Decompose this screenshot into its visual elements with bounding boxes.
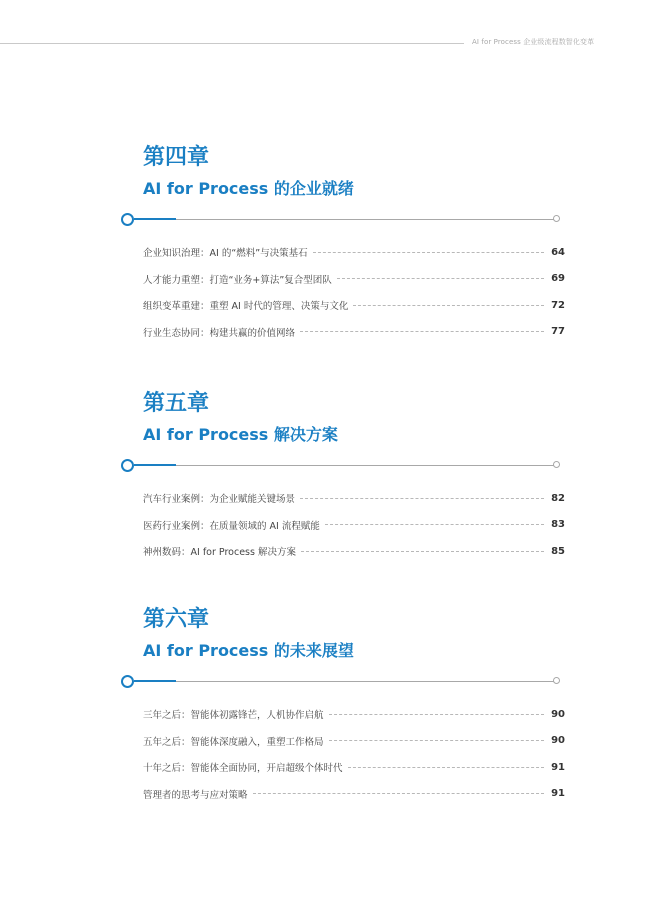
dot-leader bbox=[313, 252, 544, 253]
running-header: AI for Process 企业级流程数智化变革 bbox=[472, 38, 595, 46]
toc-entry-title: 十年之后：智能体全面协同，开启超级个体时代 bbox=[143, 763, 343, 775]
toc-entry[interactable] bbox=[143, 266, 565, 293]
toc-page-number: 64 bbox=[551, 246, 565, 258]
dot-leader bbox=[329, 714, 544, 715]
divider-end-circle-icon bbox=[553, 677, 560, 684]
dot-leader bbox=[301, 551, 544, 552]
chapter-title: 第六章 bbox=[143, 607, 210, 632]
chapter-title: 第四章 bbox=[143, 145, 210, 170]
toc-entry[interactable] bbox=[143, 754, 565, 781]
divider-circle-icon bbox=[121, 459, 134, 472]
dot-leader bbox=[300, 498, 544, 499]
toc-entry[interactable] bbox=[143, 781, 565, 808]
toc-page-number: 82 bbox=[551, 492, 565, 504]
toc-entry[interactable] bbox=[143, 538, 565, 565]
toc-entry[interactable] bbox=[143, 728, 565, 755]
dot-leader bbox=[325, 524, 544, 525]
toc-entry[interactable] bbox=[143, 485, 565, 512]
divider-circle-icon bbox=[121, 213, 134, 226]
divider-end-circle-icon bbox=[553, 215, 560, 222]
toc-entry-title: 医药行业案例：在质量领域的 AI 流程赋能 bbox=[143, 520, 320, 532]
toc-entry[interactable] bbox=[143, 512, 565, 539]
toc-entry-title: 汽车行业案例：为企业赋能关键场景 bbox=[143, 494, 296, 506]
toc-page-number: 83 bbox=[551, 519, 565, 531]
toc-page-number: 69 bbox=[551, 273, 565, 285]
dot-leader bbox=[353, 305, 544, 306]
toc-page-number: 72 bbox=[551, 299, 565, 311]
toc-page-number: 77 bbox=[551, 326, 565, 338]
toc-page-number: 91 bbox=[551, 761, 565, 773]
chapter-title: 第五章 bbox=[143, 391, 210, 416]
toc-entry[interactable] bbox=[143, 701, 565, 728]
toc-page-number: 90 bbox=[551, 708, 565, 720]
chapter-divider bbox=[121, 675, 541, 687]
toc-page-number: 85 bbox=[551, 545, 565, 557]
divider-end-circle-icon bbox=[553, 461, 560, 468]
chapter-4 bbox=[143, 145, 565, 345]
toc-entry-title: 五年之后：智能体深度融入，重塑工作格局 bbox=[143, 736, 324, 748]
chapter-divider bbox=[121, 213, 541, 225]
toc-entry-title: 神州数码：AI for Process 解决方案 bbox=[143, 547, 296, 559]
dot-leader bbox=[253, 793, 544, 794]
toc-page-number: 90 bbox=[551, 735, 565, 747]
toc-entry-title: 企业知识治理：AI 的“燃料”与决策基石 bbox=[143, 248, 308, 260]
toc-entry-title: 组织变革重建：重塑 AI 时代的管理、决策与文化 bbox=[143, 301, 349, 313]
toc-entry-title: 管理者的思考与应对策略 bbox=[143, 789, 248, 801]
chapter-divider bbox=[121, 459, 541, 471]
toc-page-number: 91 bbox=[551, 788, 565, 800]
toc-entry-title: 三年之后：智能体初露锋芒，人机协作启航 bbox=[143, 710, 324, 722]
chapter-5 bbox=[143, 391, 565, 565]
toc-entry[interactable] bbox=[143, 292, 565, 319]
toc-entry[interactable] bbox=[143, 319, 565, 346]
dot-leader bbox=[348, 767, 544, 768]
header-rule bbox=[0, 43, 464, 44]
toc-entry[interactable] bbox=[143, 239, 565, 266]
chapter-subtitle: AI for Process 解决方案 bbox=[143, 425, 338, 444]
toc-entry-title: 人才能力重塑：打造“业务+算法”复合型团队 bbox=[143, 274, 332, 286]
toc-list bbox=[143, 701, 565, 807]
chapter-subtitle: AI for Process 的未来展望 bbox=[143, 641, 354, 660]
divider-circle-icon bbox=[121, 675, 134, 688]
chapter-6 bbox=[143, 607, 565, 807]
dot-leader bbox=[329, 740, 544, 741]
dot-leader bbox=[300, 331, 544, 332]
toc-list bbox=[143, 239, 565, 345]
toc-entry-title: 行业生态协同：构建共赢的价值网络 bbox=[143, 327, 296, 339]
dot-leader bbox=[337, 278, 544, 279]
toc-list bbox=[143, 485, 565, 565]
chapter-subtitle: AI for Process 的企业就绪 bbox=[143, 179, 354, 198]
